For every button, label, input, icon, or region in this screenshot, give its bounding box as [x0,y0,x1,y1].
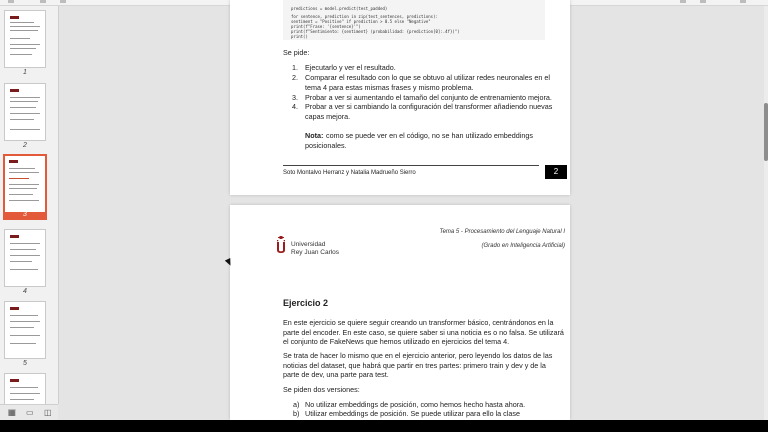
thumbnail-sidebar [0,6,59,404]
paragraph-line: parte de dev, una parte para test. [283,370,389,379]
thumbnail-page-4[interactable] [5,230,45,286]
thumbnail-page-5[interactable] [5,302,45,358]
paragraph-line: En este ejercicio se quiere seguir creando un transformer básico, centrándonos en la [283,318,554,327]
thumbnail-label-5: 5 [23,360,27,367]
list-item-text: Probar a ver si aumentando el tamaño del conjunto de entrenamiento mejora. [305,93,552,102]
thumbnail-label-1: 1 [23,69,27,76]
list-item-text: capas mejora. [305,112,351,121]
list-item-text: Ejecutarlo y ver el resultado. [305,63,396,72]
note-text: posicionales. [305,141,347,150]
grid-icon[interactable]: ▦ [8,408,16,417]
monitor-icon[interactable]: ▭ [26,408,34,417]
versions-intro: Se piden dos versiones: [283,385,360,394]
paragraph-line: noticias del dataset, que habrá que partir en tres partes: primero train y dev y de la [283,361,546,370]
code-block [283,0,545,40]
list-number: 3. [292,93,298,102]
sidebar-toggle-icon[interactable] [8,0,14,3]
list-letter: a) [293,400,300,409]
list-number: 4. [292,102,298,111]
zoom-out-icon[interactable] [40,0,46,3]
thumbnail-page-preview [6,85,44,139]
paragraph-line: el conjunto de FakeNews que hemos utilizado en ejercicios del tema 4. [283,337,510,346]
page-header-degree: (Grado en Inteligencia Artificial) [481,243,565,249]
note-text: como se puede ver en el código, no se han utilizado embeddings [326,131,533,140]
thumbnail-page-1[interactable] [5,11,45,67]
paragraph-line: parte del encoder. En este caso, se quiere saber si una noticia es o no falsa. Se utilizará [283,328,564,337]
search-icon[interactable] [740,0,746,3]
thumbnail-label-4: 4 [23,288,27,295]
footer-authors: Soto Montalvo Herranz y Natalia Madrueño Sierro [283,170,416,176]
thumbnail-page-3[interactable] [3,154,47,220]
markup-icon[interactable] [700,0,706,3]
list-item-text: Probar a ver si cambiando la configuración del transformer añadiendo nuevas [305,102,553,111]
page-header-course: Tema 5 - Procesamiento del Lenguaje Natural I [439,229,565,235]
thumbnail-label-3: 3 [23,211,27,218]
list-item-text: tema 4 para estas mismas frases y mismo problema. [305,83,474,92]
paragraph-line: Se trata de hacer lo mismo que en el ejercicio anterior, pero leyendo los datos de las [283,351,553,360]
vertical-scrollbar[interactable] [764,6,768,420]
university-name-line2: Rey Juan Carlos [291,249,340,256]
list-letter: b) [293,409,300,418]
se-pide-label: Se pide: [283,48,310,57]
thumbnail-page-preview [6,375,44,404]
thumbnail-page-preview [6,303,44,357]
list-item-text: Comparar el resultado con lo que se obtuvo al utilizar redes neuronales en el [305,73,550,82]
university-name-line1: Universidad [291,241,326,248]
code-line: for sentence, prediction in zip(test_sentences, predictions): [291,14,438,19]
code-line: predictions = model.predict(test_padded) [291,6,388,11]
thumbnail-page-6[interactable] [5,374,45,404]
thumbnail-page-preview [6,12,44,66]
footer-rule [283,165,539,166]
thumbnail-view-switcher [0,404,58,421]
list-number: 2. [292,73,298,82]
page-number: 2 [545,165,567,179]
code-line: print(f"Frase: '{sentence}'") [291,24,361,29]
note-label: Nota: [305,131,324,140]
zoom-in-icon[interactable] [60,0,66,3]
thumbnail-label-2: 2 [23,142,27,149]
scrollbar-thumb[interactable] [764,103,768,161]
thumbnail-page-preview [6,231,44,285]
thumbnail-page-preview [5,156,45,212]
code-line: print() [291,34,308,39]
screen-bottom-bar [0,420,768,432]
code-line: sentiment = "Positive" if prediction > 0.5 else "Negative" [291,19,431,24]
version-text: Utilizar embeddings de posición. Se puede utilizar para ello la clase [305,409,520,418]
section-heading: Ejercicio 2 [283,298,329,308]
thumbnail-page-2[interactable] [5,84,45,140]
share-icon[interactable] [680,0,686,3]
version-text: No utilizar embeddings de posición, como hemos hecho hasta ahora. [305,400,526,409]
code-line: print(f"Sentimiento: {sentiment} (probabilidad: {prediction[0]:.4f})") [291,29,460,34]
university-logo-icon [276,236,286,254]
split-view-icon[interactable]: ◫ [44,408,52,417]
list-number: 1. [292,63,298,72]
